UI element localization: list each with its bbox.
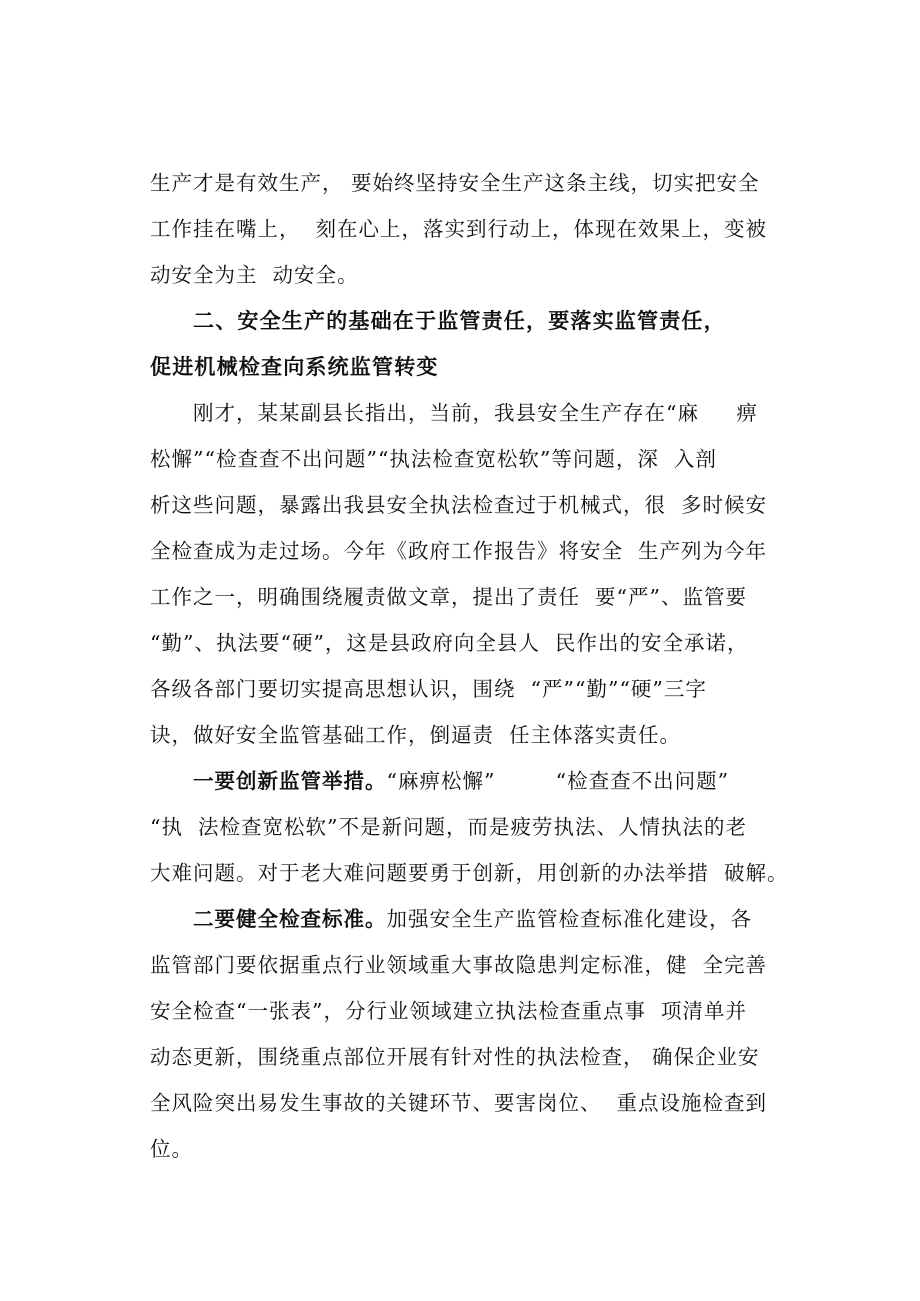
bold-lead: 一要创新监管举措。 bbox=[193, 769, 387, 793]
text-line: “勤”、执法要“硬”，这是县政府向全县人 民作出的安全承诺， bbox=[150, 631, 749, 655]
text-line: 各级各部门要切实提高思想认识，围绕 “严”“勤”“硬”三字 bbox=[150, 677, 707, 701]
text-line: 工作挂在嘴上， 刻在心上，落实到行动上，体现在效果上，变被 bbox=[150, 217, 768, 241]
text-line: 监管部门要依据重点行业领域重大事故隐患判定标准，健 全完善 bbox=[150, 953, 768, 977]
text-line: 安全检查“一张表”，分行业领域建立执法检查重点事 项清单并 bbox=[150, 999, 747, 1023]
text-line: 松懈”“检查查不出问题”“执法检查宽松软”等问题，深 入剖 bbox=[150, 447, 717, 471]
text-run: “麻痹松懈” “检查查不出问题” bbox=[386, 769, 730, 793]
text-line: 工作之一，明确围绕履责做文章，提出了责任 要“严”、监管要 bbox=[150, 585, 747, 609]
heading-line: 二、安全生产的基础在于监管责任，要落实监管责任， bbox=[193, 308, 726, 333]
text-line: 刚才，某某副县长指出，当前，我县安全生产存在“麻 痹 bbox=[193, 401, 759, 425]
paragraph-innovate bbox=[150, 758, 800, 896]
heading-line: 促进机械检查向系统监管转变 bbox=[150, 354, 439, 379]
text-line: “执 法检查宽松软”不是新问题，而是疲劳执法、人情执法的老 bbox=[150, 815, 747, 839]
text-line: 全风险突出易发生事故的关键环节、要害岗位、 重点设施检查到 bbox=[150, 1091, 768, 1115]
text-line bbox=[150, 758, 800, 804]
bold-lead: 二要健全检查标准。 bbox=[193, 907, 387, 931]
text-line: 诀，做好安全监管基础工作，倒逼责 任主体落实责任。 bbox=[150, 723, 682, 747]
section-heading bbox=[150, 298, 800, 390]
text-line: 动安全为主 动安全。 bbox=[150, 263, 359, 287]
text-line: 位。 bbox=[150, 1137, 193, 1161]
paragraph-continuation bbox=[150, 160, 800, 298]
text-run: 加强安全生产监管检查标准化建设，各 bbox=[386, 907, 752, 931]
text-line: 动态更新，围绕重点部位开展有针对性的执法检查， 确保企业安 bbox=[150, 1045, 760, 1069]
document-body bbox=[150, 160, 800, 1172]
text-line: 全检查成为走过场。今年《政府工作报告》将安全 生产列为今年 bbox=[150, 539, 768, 563]
text-line: 大难问题。对于老大难问题要勇于创新，用创新的办法举措 破解。 bbox=[150, 861, 789, 885]
paragraph-standards bbox=[150, 896, 800, 1172]
paragraph-overview bbox=[150, 390, 800, 758]
text-line bbox=[150, 896, 800, 942]
text-line: 生产才是有效生产， 要始终坚持安全生产这条主线，切实把安全 bbox=[150, 171, 760, 195]
text-line: 析这些问题，暴露出我县安全执法检查过于机械式，很 多时候安 bbox=[150, 493, 768, 517]
